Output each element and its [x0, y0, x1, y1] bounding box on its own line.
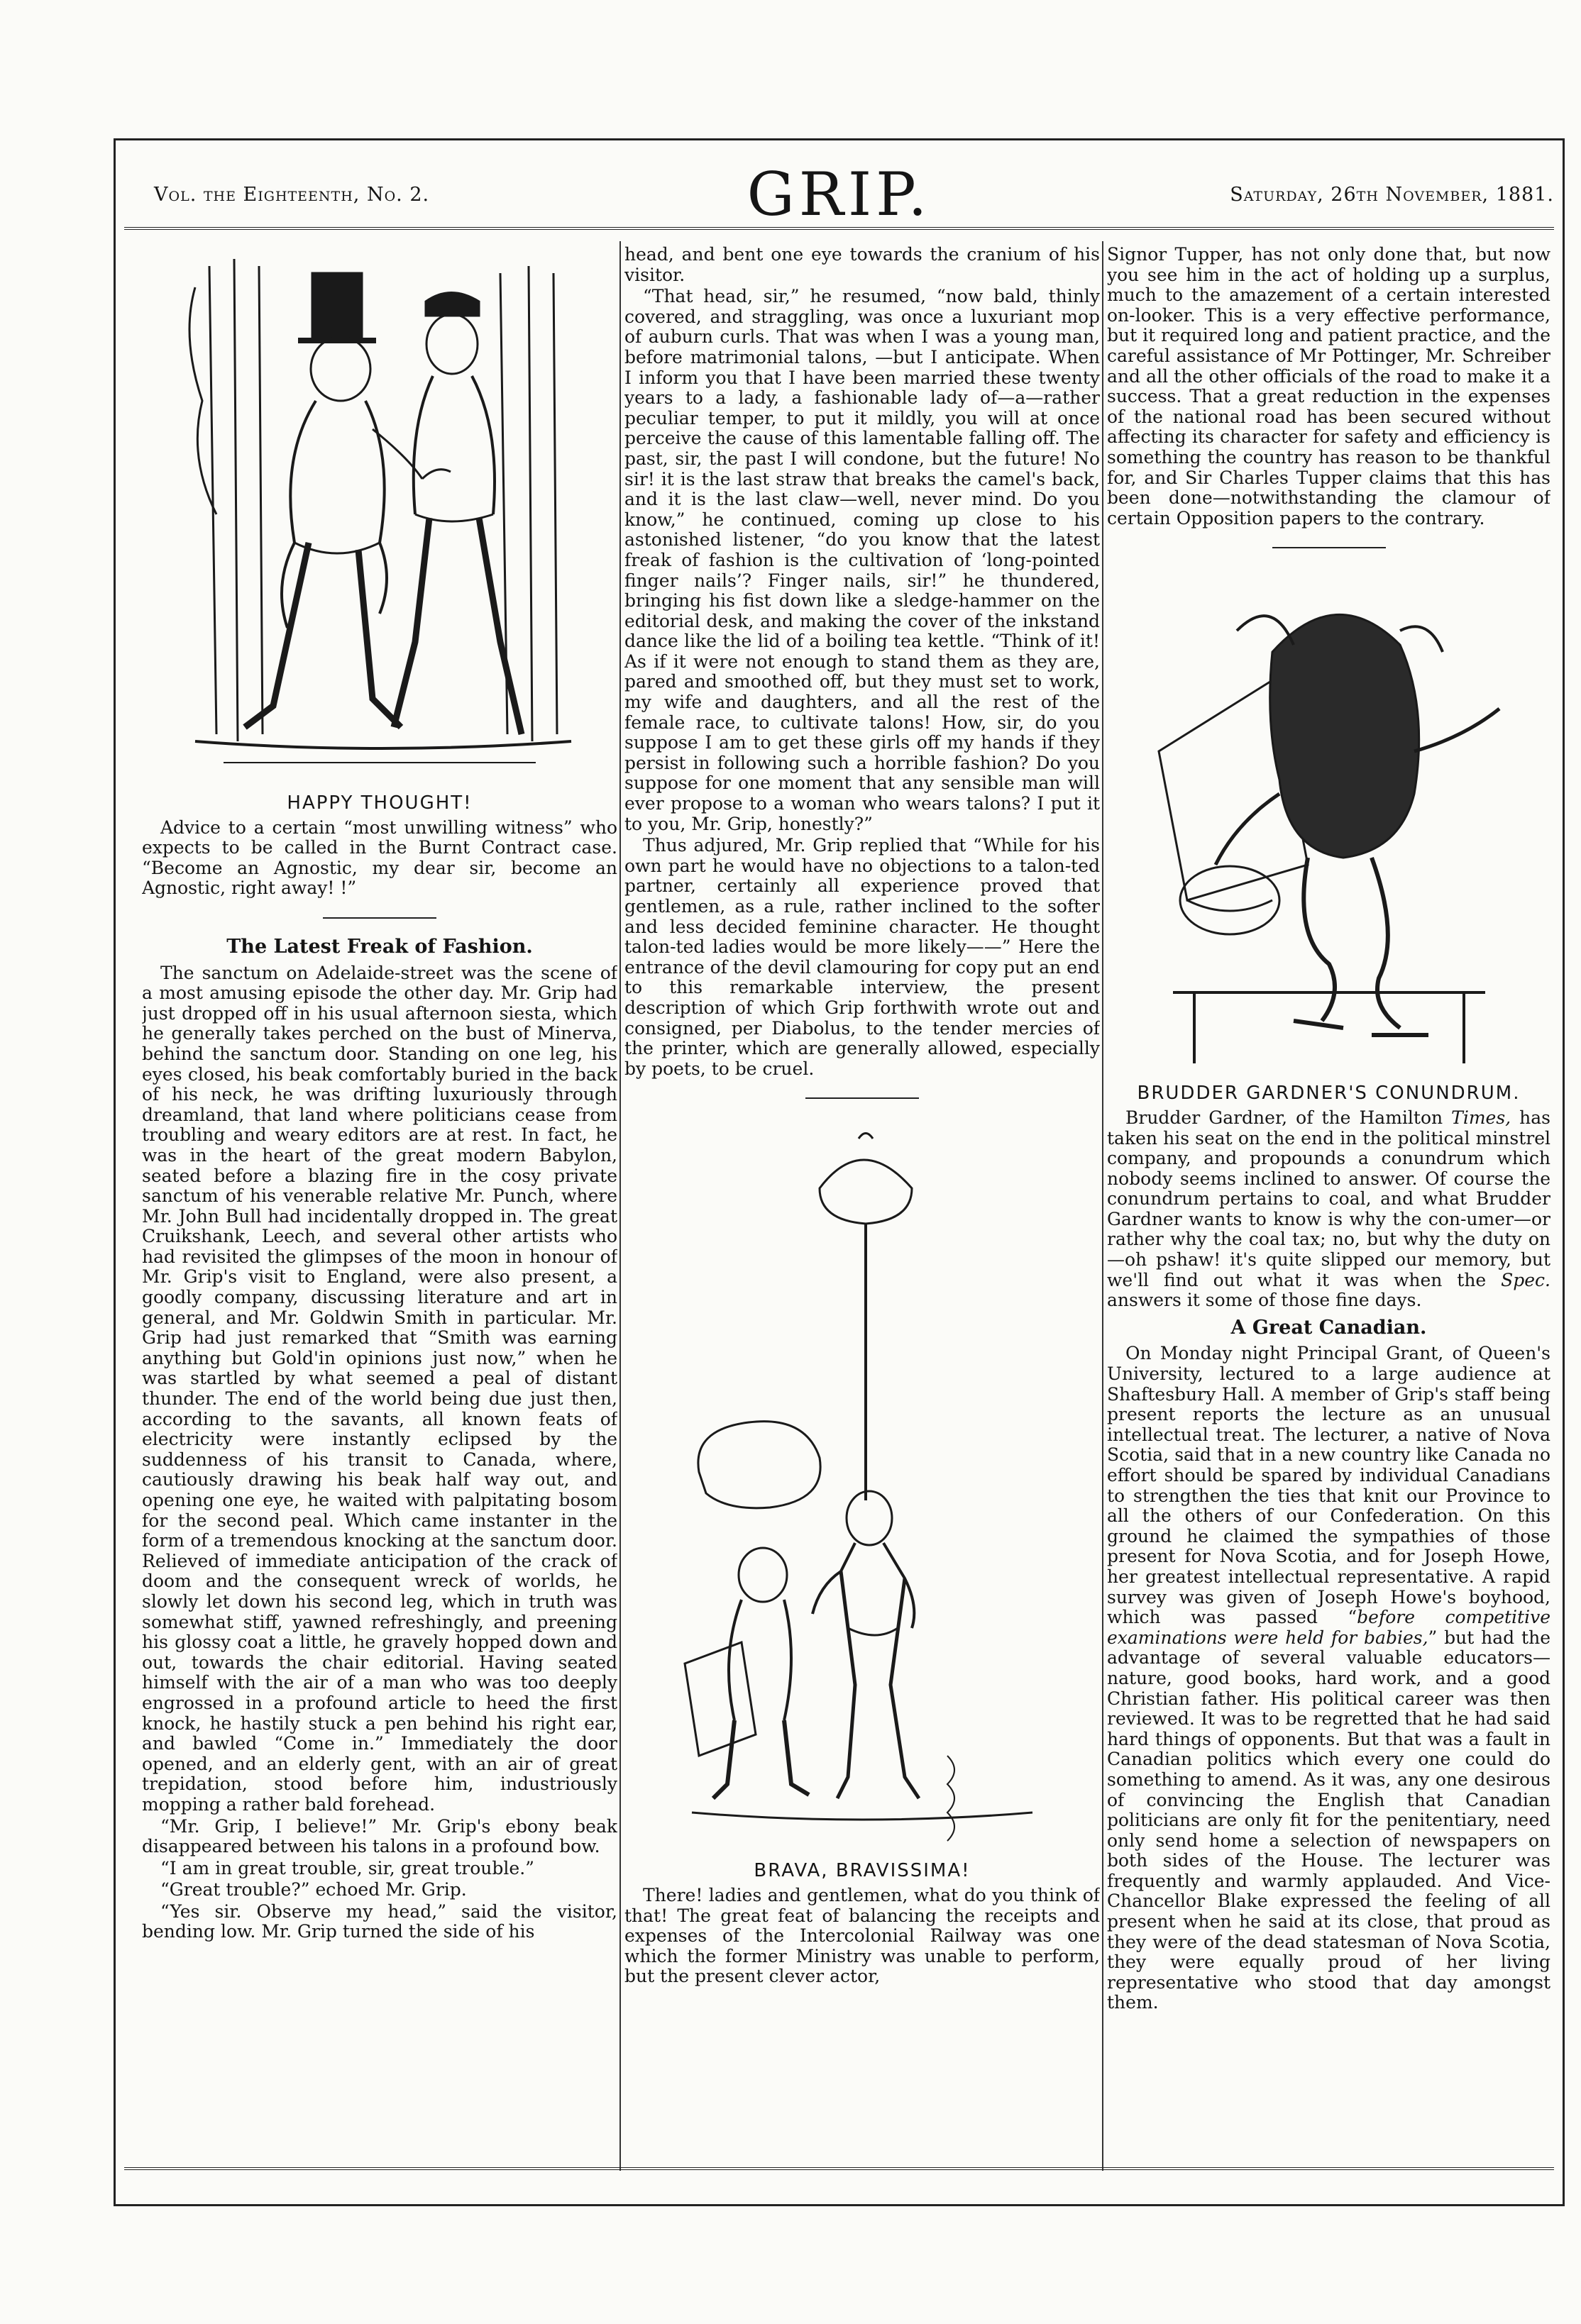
volume-number: Vol. the Eighteenth, No. 2.: [154, 184, 430, 206]
article-paragraph: “I am in great trouble, sir, great trouble.”: [160, 1857, 534, 1878]
column-3: [1107, 245, 1550, 2015]
article-paragraph: “Yes sir. Observe my head,” said the visitor, bending low. Mr. Grip turned the side of his: [142, 1900, 617, 1942]
article-paragraph: Thus adjured, Mr. Grip replied that “While for his own part he would have no objections to a talon-ted partner, certainly all experience proved that gentlemen, as a rule, rather inclined to the softer and less decided feminine character. He thought talon-ted ladies would be more likely——” Here the entrance of the devil clamouring for copy put an end to this remarkable interview, the present description of which Grip forthwith wrote out and consigned, per Diabolus, to the tender mercies of the printer, which are generally allowed, especially by poets, to be cruel.: [624, 835, 1100, 1079]
column-2: [624, 245, 1100, 1988]
brudder-gardner-cartoon: [1130, 567, 1528, 1078]
cartoon-caption: BRUDDER GARDNER'S CONUNDRUM.: [1137, 1083, 1521, 1105]
article-paragraph: On Monday night Principal Grant, of Queen's University, lectured to a large audience at Shaftesbury Hall. A member of Grip's staff being present reports the lecture as an unusual intellectual treat. The lecturer, a native of Nova Scotia, said that in a new country like Canada no effort should be spared by individual Canadians to strengthen the ties that knit our Province to all the others of our Confederation. On this ground he claimed the sympathies of those present for Nova Scotia, and for Joseph Howe, her greatest intellectual representative. A rapid survey was given of Joseph Howe's boyhood, which was passed “before competitive examinations were held for babies,” but had the advantage of several valuable educators—nature, good books, hard work, and a good Christian father. His political career was then reviewed. It was to be regretted that he had said hard things of opponents. But that was a fault in Canadian politics which every one could do something to amend. As it was, any one desirous of convincing the English that Canadian politicians are only fit for the penitentiary, need only send home a selection of newspapers on both sides of the House. The lecturer was frequently and warmly applauded. And Vice-Chancellor Blake expressed the feeling of all present when he said at its close, that proud as they were of the dead statesman of Nova Scotia, they were equally proud of her living representative who stood that day amongst them.: [1107, 1343, 1550, 2013]
article-paragraph: Signor Tupper, has not only done that, but now you see him in the act of holding up a surplus, much to the amazement of a certain interested on-looker. This is a very effective performance, but it required long and patient practice, and the careful assistance of Mr Pottinger, Mr. Schreiber and all the other officials of the road to make it a success. That a great reduction in the expenses of the national road has been secured without affecting its character for safety and efficiency is something the country has reason to be thankful for, and Sir Charles Tupper claims that this has been done—notwithstanding the clamour of certain Opposition papers to the contrary.: [1107, 245, 1550, 529]
brava-bravissima-cartoon: [678, 1117, 1047, 1855]
article-paragraph: The sanctum on Adelaide-street was the scene of a most amusing episode the other day. Mr. Grip had just dropped off in his usual afternoon siesta, which he generally takes perched on the bust of Minerva, behind the sanctum door. Standing on one leg, his eyes closed, his beak comfortably buried in the back of his neck, he was drifting luxuriously through dreamland, that land where politicians cease from troubling and weary editors are at rest. In fact, he was in the heart of the great modern Babylon, seated before a blazing fire in the cosy private sanctum of his venerable relative Mr. Punch, where Mr. John Bull had incidentally dropped in. The great Cruikshank, Leech, and several other artists who had revisited the glimpses of the moon in honour of Mr. Grip's visit to England, were also present, a goodly company, discussing literature and art in general, and Mr. Goldwin Smith in particular. Mr. Grip had just remarked that “Smith was earning anything but Gold'in opinions just now,” when he was startled by what seemed a peal of distant thunder. The end of the world being due just then, according to the savants, all known feats of electricity were instantly eclipsed by the suddenness of his transit to Canada, where, cautiously drawing his beak half way out, and opening one eye, he waited with palpitating bosom for the second peal. Which came instanter in the form of a tremendous knocking at the sanctum door. Relieved of immediate anticipation of the crack of doom and the consequent wreck of worlds, he slowly let down his second leg, which in truth was somewhat stiff, yawned refreshingly, and preening his glossy coat a little, he gravely hopped down and out, towards the chair editorial. Having seated himself with the air of a man who was too deeply engrossed in a profound article to heed the first knock, he hastily stuck a pen behind his right ear, and bawled “Come in.” Immediately the door opened, and an elderly gent, with an air of great trepidation, stood before him, industriously mopping a rather bald forehead.: [142, 962, 617, 1815]
section-divider: [323, 917, 436, 919]
masthead-rule: [124, 227, 1554, 230]
column-divider: [1102, 241, 1103, 2171]
article-paragraph: head, and bent one eye towards the cranium of his visitor.: [624, 245, 1100, 285]
article-heading: A Great Canadian.: [1230, 1316, 1427, 1339]
cartoon-caption: HAPPY THOUGHT!: [287, 792, 473, 814]
column-1: [142, 245, 617, 1944]
masthead: [124, 160, 1554, 238]
article-paragraph: There! ladies and gentlemen, what do you think of that! The great feat of balancing the receipts and expenses of the Intercolonial Railway was one which the former Ministry was unable to perform, but the present clever actor,: [624, 1884, 1100, 1987]
newspaper-title: GRIP.: [747, 160, 932, 229]
section-divider: [805, 1097, 919, 1099]
article-paragraph: “Great trouble?” echoed Mr. Grip.: [160, 1879, 467, 1900]
cartoon-caption: BRAVA, BRAVISSIMA!: [754, 1860, 971, 1882]
article-paragraph: “Mr. Grip, I believe!” Mr. Grip's ebony beak disappeared between his talons in a profound bow.: [142, 1815, 617, 1857]
issue-date: Saturday, 26th November, 1881.: [1230, 184, 1554, 206]
page-bottom-rule: [124, 2167, 1554, 2170]
article-paragraph: “That head, sir,” he resumed, “now bald, thinly covered, and straggling, was once a luxuriant mop of auburn curls. That was when I was a young man, before matrimonial talons, —but I anticipate. When I inform you that I have been married these twenty years to a lady, a fashionable lady of—a—rather peculiar temper, to put it mildly, you will at once perceive the cause of this lamentable falling off. The past, sir, the past I will condone, but the future! No sir! it is the last straw that breaks the camel's back, and it is the last claw—well, never mind. Do you know,” he continued, coming up close to his astonished listener, “do you know that the latest freak of fashion is the cultivation of ‘long-pointed finger nails’? Finger nails, sir!” he thundered, bringing his fist down like a sledge-hammer on the editorial desk, and making the cover of the inkstand dance like the lid of a boiling tea kettle. “Think of it! As if it were not enough to stand them as they are, pared and smoothed off, but they must set to work, my wife and daughters, and all the rest of the female race, to cultivate talons! How, sir, do you suppose I am to get these girls off my hands if they persist in following such a horrible fashion? Do you suppose for one moment that any sensible man will ever propose to a woman who wears talons? I put it to you, Mr. Grip, honestly?”: [624, 286, 1100, 834]
article-heading: The Latest Freak of Fashion.: [226, 935, 533, 958]
happy-thought-cartoon: [167, 245, 593, 787]
caption-text: Advice to a certain “most unwilling witness” who expects to be called in the Burnt Contract case. “Become an Agnostic, my dear sir, become an Agnostic, right away! !”: [142, 817, 617, 899]
section-divider: [1272, 547, 1386, 548]
caption-text: Brudder Gardner, of the Hamilton Times, has taken his seat on the end in the political minstrel company, and propounds a conundrum which nobody seems inclined to answer. Of course the conundrum pertains to coal, and what Brudder Gardner wants to know is why the con-umer—or rather why the coal tax; no, but why the duty on—oh pshaw! it's quite slipped our memory, but we'll find out what it was when the Spec. answers it some of those fine days.: [1107, 1107, 1550, 1311]
column-divider: [619, 241, 621, 2171]
